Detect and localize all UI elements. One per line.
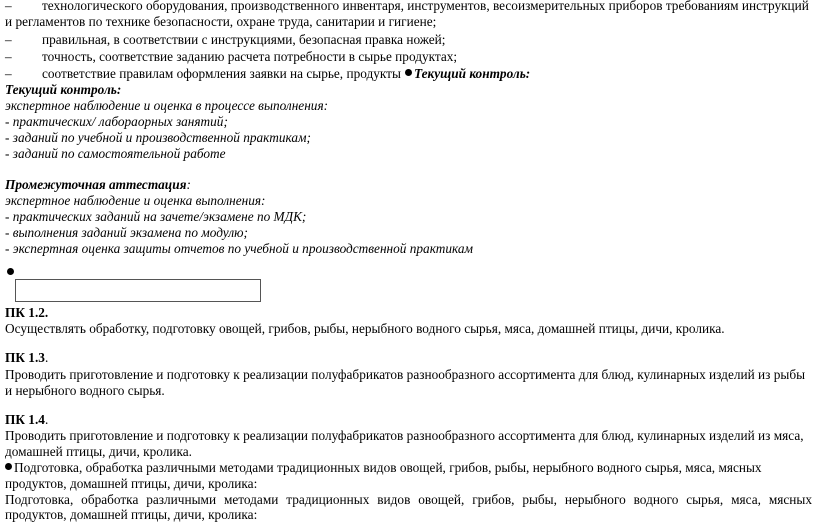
pk13-dot: . [44, 350, 49, 365]
pk14-text-1: Проводить приготовление и подготовку к реализации полуфабрикатов разнообразного ассортимента для блюд, кулинарных изделий из мяса, [5, 428, 804, 443]
pk14-code: ПК 1.4 [5, 412, 45, 427]
processing-1-text-1: Подготовка, обработка различными методами традиционных видов овощей, грибов, рыбы, нерыбного водного сырья, мяса, мясных [14, 460, 762, 475]
pk13-text-1: Проводить приготовление и подготовку к реализации полуфабрикатов разнообразного ассортимента для блюд, кулинарных изделий из рыбы [5, 367, 806, 382]
dash-marker: – [5, 66, 12, 81]
bullet-icon [405, 69, 412, 76]
current-control-line-2: - практических/ лабораорных занятий; [5, 114, 228, 129]
criteria-item-2-text: правильная, в соответствии с инструкциями, безопасная правка ножей; [42, 32, 446, 47]
processing-1-line-2: продуктов, домашней птицы, дичи, кролика: [5, 476, 258, 491]
pk14-dot: . [44, 412, 49, 427]
criteria-item-3-text: точность, соответствие заданию расчета потребности в сырье продуктах; [42, 49, 458, 64]
interim-heading-line [5, 177, 812, 193]
criteria-item-4-text: соответствие правилам оформления заявки на сырье, продукты [42, 66, 401, 81]
dash-marker: – [5, 32, 12, 47]
interim-line-2: - практических заданий на зачете/экзамене по МДК; [5, 209, 307, 224]
dash-marker: – [5, 0, 12, 13]
criteria-item-4-tail: Текущий контроль: [413, 66, 531, 81]
processing-2-line-2: продуктов, домашней птицы, дичи, кролика: [5, 507, 258, 522]
pk13-code: ПК 1.3 [5, 350, 45, 365]
interim-line-4: - экспертная оценка защиты отчетов по учебной и производственной практикам [5, 241, 474, 256]
pk12-code: ПК 1.2. [5, 305, 49, 320]
processing-1-line-1 [5, 460, 812, 476]
dash-marker: – [5, 49, 12, 64]
current-control-heading: Текущий контроль: [5, 82, 122, 97]
interim-heading: Промежуточная аттестация [5, 177, 187, 192]
pk13-code-line [5, 350, 812, 366]
bullet-icon [5, 463, 12, 470]
bullet-icon [7, 268, 14, 275]
pk13-text-2: и нерыбного водного сырья. [5, 383, 165, 398]
interim-line-3: - выполнения заданий экзамена по модулю; [5, 225, 248, 240]
criteria-item-4-line [42, 66, 530, 82]
criteria-item-1-continuation: и регламентов по технике безопасности, охране труда, санитарии и гигиене; [5, 14, 437, 29]
empty-box [15, 279, 261, 302]
pk12-text: Осуществлять обработку, подготовку овощей, грибов, рыбы, нерыбного водного сырья, мяса, домашней птицы, дичи, кролика. [5, 321, 725, 336]
pk14-code-line [5, 412, 812, 428]
pk14-text-2: домашней птицы, дичи, кролика. [5, 444, 192, 459]
current-control-line-3: - заданий по учебной и производственной практикам; [5, 130, 311, 145]
current-control-line-4: - заданий по самостоятельной работе [5, 146, 226, 161]
criteria-item-1-text: технологического оборудования, производственного инвентаря, инструментов, весоизмерительных приборов требованиям инструкций [42, 0, 809, 13]
processing-2-line-1: Подготовка, обработка различными методами традиционных видов овощей, грибов, рыбы, нерыбного водного сырья, мяса, мясных [5, 492, 812, 507]
interim-line-1: экспертное наблюдение и оценка выполнения: [5, 193, 266, 208]
current-control-line-1: экспертное наблюдение и оценка в процессе выполнения: [5, 98, 329, 113]
interim-heading-colon: : [186, 177, 191, 192]
